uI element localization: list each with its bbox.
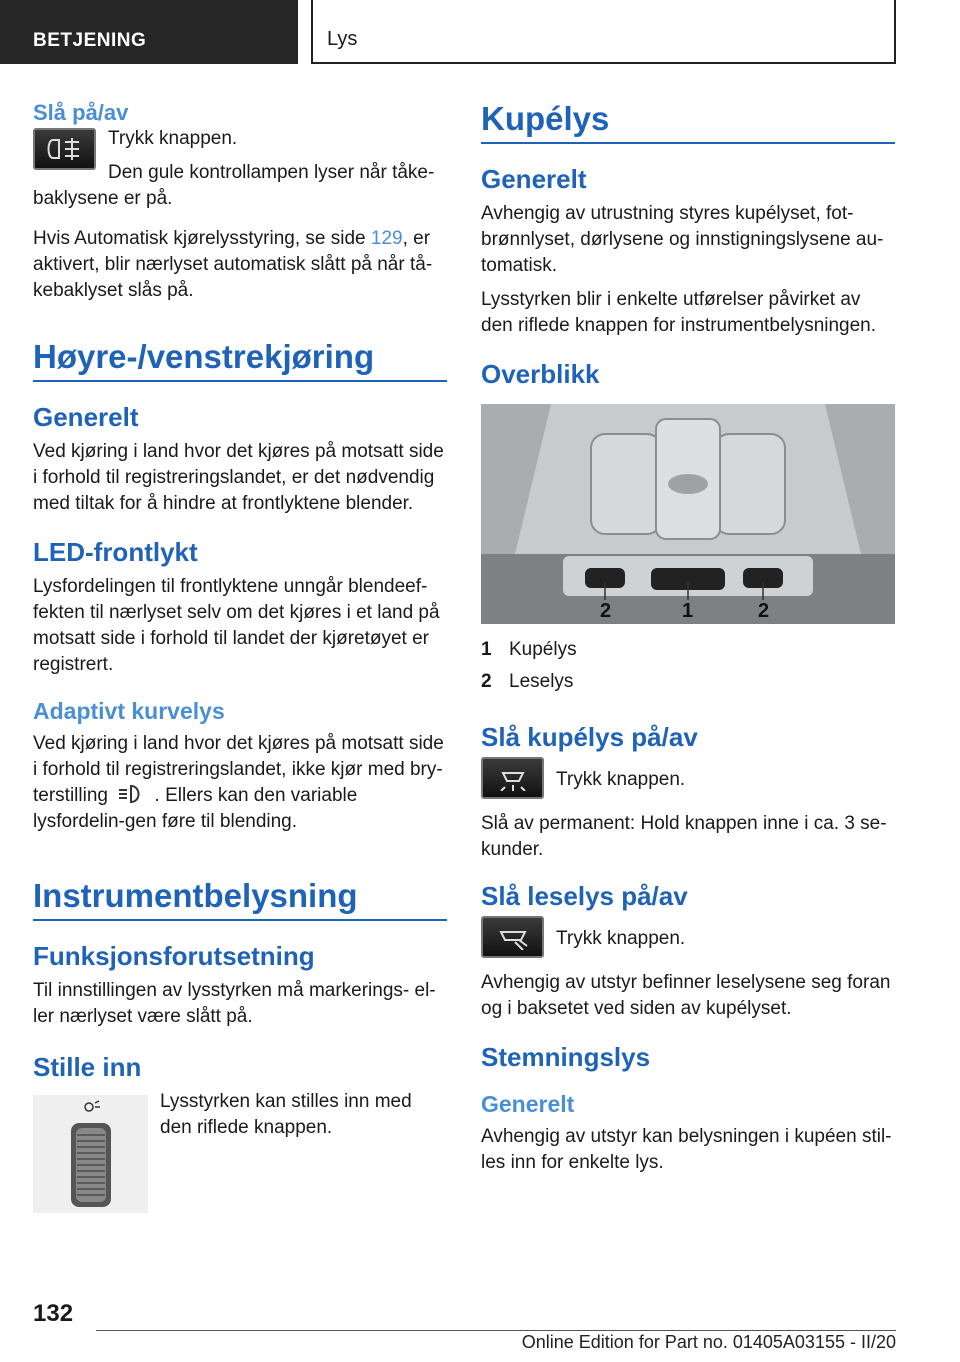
- heading-generelt: Generelt: [33, 402, 139, 432]
- legend-item: 1 Kupélys: [481, 639, 577, 660]
- reading-press-text: Trykk knappen.: [556, 928, 686, 949]
- footer-edition: Online Edition for Part no. 01405A03155 - II/20: [521, 1332, 896, 1352]
- heading-led-frontlykt: LED-frontlykt: [33, 537, 198, 567]
- interior-generelt-p2: Lysstyrken blir i enkelte utførelser påvirket av den riflede knappen for instrumentbelysningen.: [481, 289, 877, 336]
- headlight-adjust-icon: [117, 784, 145, 804]
- dimmer-wheel-icon: [33, 1095, 148, 1213]
- photo-label-right: 2: [758, 600, 770, 622]
- legend-item: 2 Leselys: [481, 671, 574, 692]
- heading-ambient-generelt: Generelt: [481, 1091, 575, 1117]
- automatic-light-paragraph: Hvis Automatisk kjørelysstyring, se side 129, er aktivert, blir nærlyset automatisk slått på når tå-kebaklyset slås på.: [33, 228, 433, 301]
- section-title-interior-light: Kupélys: [481, 100, 895, 144]
- photo-label-center: 1: [682, 600, 694, 622]
- led-text: Lysfordelingen til frontlyktene unngår blendeef-fekten til nærlyset selv om det kjøres i et land på motsatt side i forhold til landet der kjøretøyet er registrert.: [33, 576, 440, 675]
- chapter-label: Lys: [327, 28, 358, 50]
- stille-inn-text: Lysstyrken kan stilles inn med den riflede knappen.: [160, 1091, 412, 1138]
- footer-divider: [96, 1330, 896, 1331]
- interior-permanent-text: Slå av permanent: Hold knappen inne i ca. 3 se-kunder.: [481, 813, 887, 860]
- fog-light-icon: [33, 128, 96, 170]
- heading-adaptive-curve-light: Adaptivt kurvelys: [33, 698, 225, 724]
- left-column: [33, 100, 447, 1219]
- heading-funksjonsforutsetning: Funksjonsforutsetning: [33, 941, 315, 971]
- page-number: 132: [33, 1300, 74, 1327]
- chapter-header: [311, 0, 896, 64]
- heading-stille-inn: Stille inn: [33, 1052, 142, 1082]
- fog-light-indicator-text: Den gule kontrollampen lyser når tåke-baklysene er på.: [33, 162, 435, 209]
- photo-label-left: 2: [600, 600, 612, 622]
- section-label: BETJENING: [33, 30, 147, 51]
- heading-interior-light-on-off: Slå kupélys på/av: [481, 722, 698, 752]
- section-tab: [0, 0, 298, 64]
- section-title-instrument-lighting: Instrumentbelysning: [33, 877, 447, 921]
- press-button-text: Trykk knappen.: [108, 128, 238, 149]
- page-link-129[interactable]: 129: [370, 228, 403, 249]
- adaptive-text: Ved kjøring i land hvor det kjøres på motsatt side i forhold til registreringslandet, ikke kjør med bry-terstilling . Ellers kan den variable lysfordelin-gen føre til blending.: [33, 733, 444, 832]
- section-title-right-left-driving: Høyre-/venstrekjøring: [33, 338, 447, 382]
- heading-generelt-right: Generelt: [481, 164, 587, 194]
- reading-light-icon: [481, 916, 544, 958]
- heading-overblikk: Overblikk: [481, 359, 600, 389]
- overhead-console-photo: [481, 404, 895, 624]
- funk-text: Til innstillingen av lysstyrken må markerings- el-ler nærlyset være slått på.: [33, 980, 436, 1027]
- ambient-text: Avhengig av utstyr kan belysningen i kupéen stil-les inn for enkelte lys.: [481, 1126, 892, 1173]
- right-column: [481, 100, 895, 1184]
- generelt-text: Ved kjøring i land hvor det kjøres på motsatt side i forhold til registreringslandet, er det nødvendig med tiltak for å hindre at frontlyktene blender.: [33, 441, 444, 514]
- interior-light-icon: [481, 757, 544, 799]
- reading-light-note: Avhengig av utstyr befinner leselysene seg foran og i baksetet ved siden av kupélyset.: [481, 972, 891, 1019]
- interior-press-text: Trykk knappen.: [556, 769, 686, 790]
- heading-reading-light-on-off: Slå leselys på/av: [481, 881, 688, 911]
- interior-generelt-p1: Avhengig av utrustning styres kupélyset, fot-brønnlyset, dørlysene og innstigningslysene au-tomatisk.: [481, 203, 884, 276]
- heading-ambient-light: Stemningslys: [481, 1042, 651, 1072]
- sla-pa-av-heading: Slå på/av: [33, 100, 129, 125]
